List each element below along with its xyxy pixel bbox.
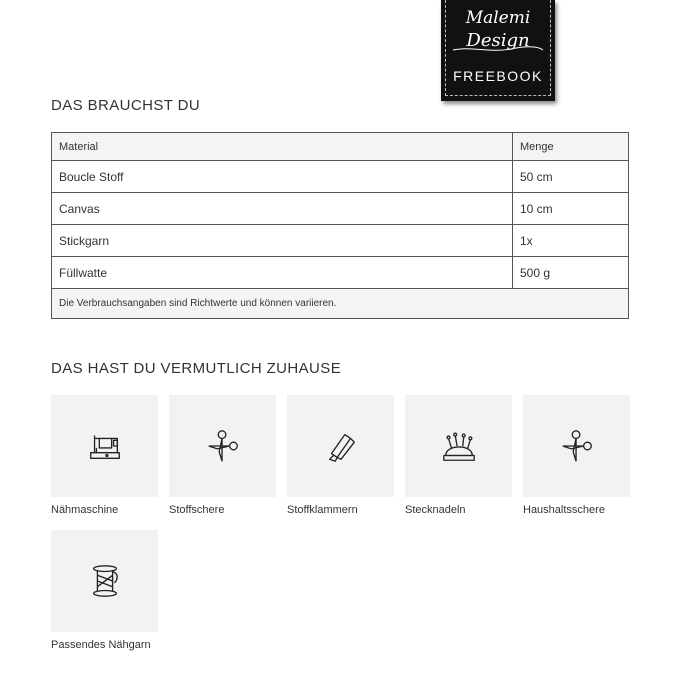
tool-card-household-scissors bbox=[523, 395, 630, 516]
tool-label: Stecknadeln bbox=[405, 504, 466, 516]
table-note: Die Verbrauchsangaben sind Richtwerte und können variieren. bbox=[52, 289, 629, 319]
scissors-icon bbox=[558, 427, 596, 465]
material-cell: Füllwatte bbox=[52, 257, 513, 289]
tool-card-fabric-clips bbox=[287, 395, 394, 516]
tool-card-fabric-scissors bbox=[169, 395, 276, 516]
logo-swash-icon bbox=[451, 44, 545, 54]
materials-table bbox=[51, 132, 629, 319]
tool-icon-box bbox=[169, 395, 276, 497]
logo-design: Design bbox=[466, 30, 530, 51]
table-row bbox=[52, 257, 629, 289]
logo-name: Malemi bbox=[465, 8, 531, 28]
sewing-machine-icon bbox=[86, 427, 124, 465]
material-cell: Stickgarn bbox=[52, 225, 513, 257]
section-title-tools: DAS HAST DU VERMUTLICH ZUHAUSE bbox=[51, 360, 342, 377]
tool-icon-box bbox=[287, 395, 394, 497]
section-title-materials: DAS BRAUCHST DU bbox=[51, 97, 201, 114]
tool-label: Haushaltsschere bbox=[523, 504, 605, 516]
quantity-cell: 1x bbox=[513, 225, 629, 257]
table-row bbox=[52, 161, 629, 193]
table-row bbox=[52, 193, 629, 225]
quantity-cell: 500 g bbox=[513, 257, 629, 289]
tool-card-pins bbox=[405, 395, 512, 516]
logo-subtitle: FREEBOOK bbox=[453, 68, 543, 84]
tool-card-thread bbox=[51, 530, 158, 651]
pincushion-icon bbox=[440, 427, 478, 465]
tool-label: Passendes Nähgarn bbox=[51, 639, 151, 651]
quantity-cell: 50 cm bbox=[513, 161, 629, 193]
tool-label: Stoffklammern bbox=[287, 504, 358, 516]
clip-icon bbox=[322, 427, 360, 465]
quantity-cell: 10 cm bbox=[513, 193, 629, 225]
scissors-icon bbox=[204, 427, 242, 465]
table-header-row bbox=[52, 133, 629, 161]
tool-icon-box bbox=[405, 395, 512, 497]
column-header-material: Material bbox=[52, 133, 513, 161]
table-note-row bbox=[52, 289, 629, 319]
table-row bbox=[52, 225, 629, 257]
column-header-quantity: Menge bbox=[513, 133, 629, 161]
material-cell: Boucle Stoff bbox=[52, 161, 513, 193]
tool-label: Nähmaschine bbox=[51, 504, 119, 516]
tool-icon-box bbox=[51, 530, 158, 632]
tool-icon-box bbox=[51, 395, 158, 497]
brand-logo bbox=[441, 0, 555, 101]
tool-card-sewing-machine bbox=[51, 395, 158, 516]
tool-label: Stoffschere bbox=[169, 504, 225, 516]
thread-spool-icon bbox=[86, 562, 124, 600]
material-cell: Canvas bbox=[52, 193, 513, 225]
tool-icon-box bbox=[523, 395, 630, 497]
